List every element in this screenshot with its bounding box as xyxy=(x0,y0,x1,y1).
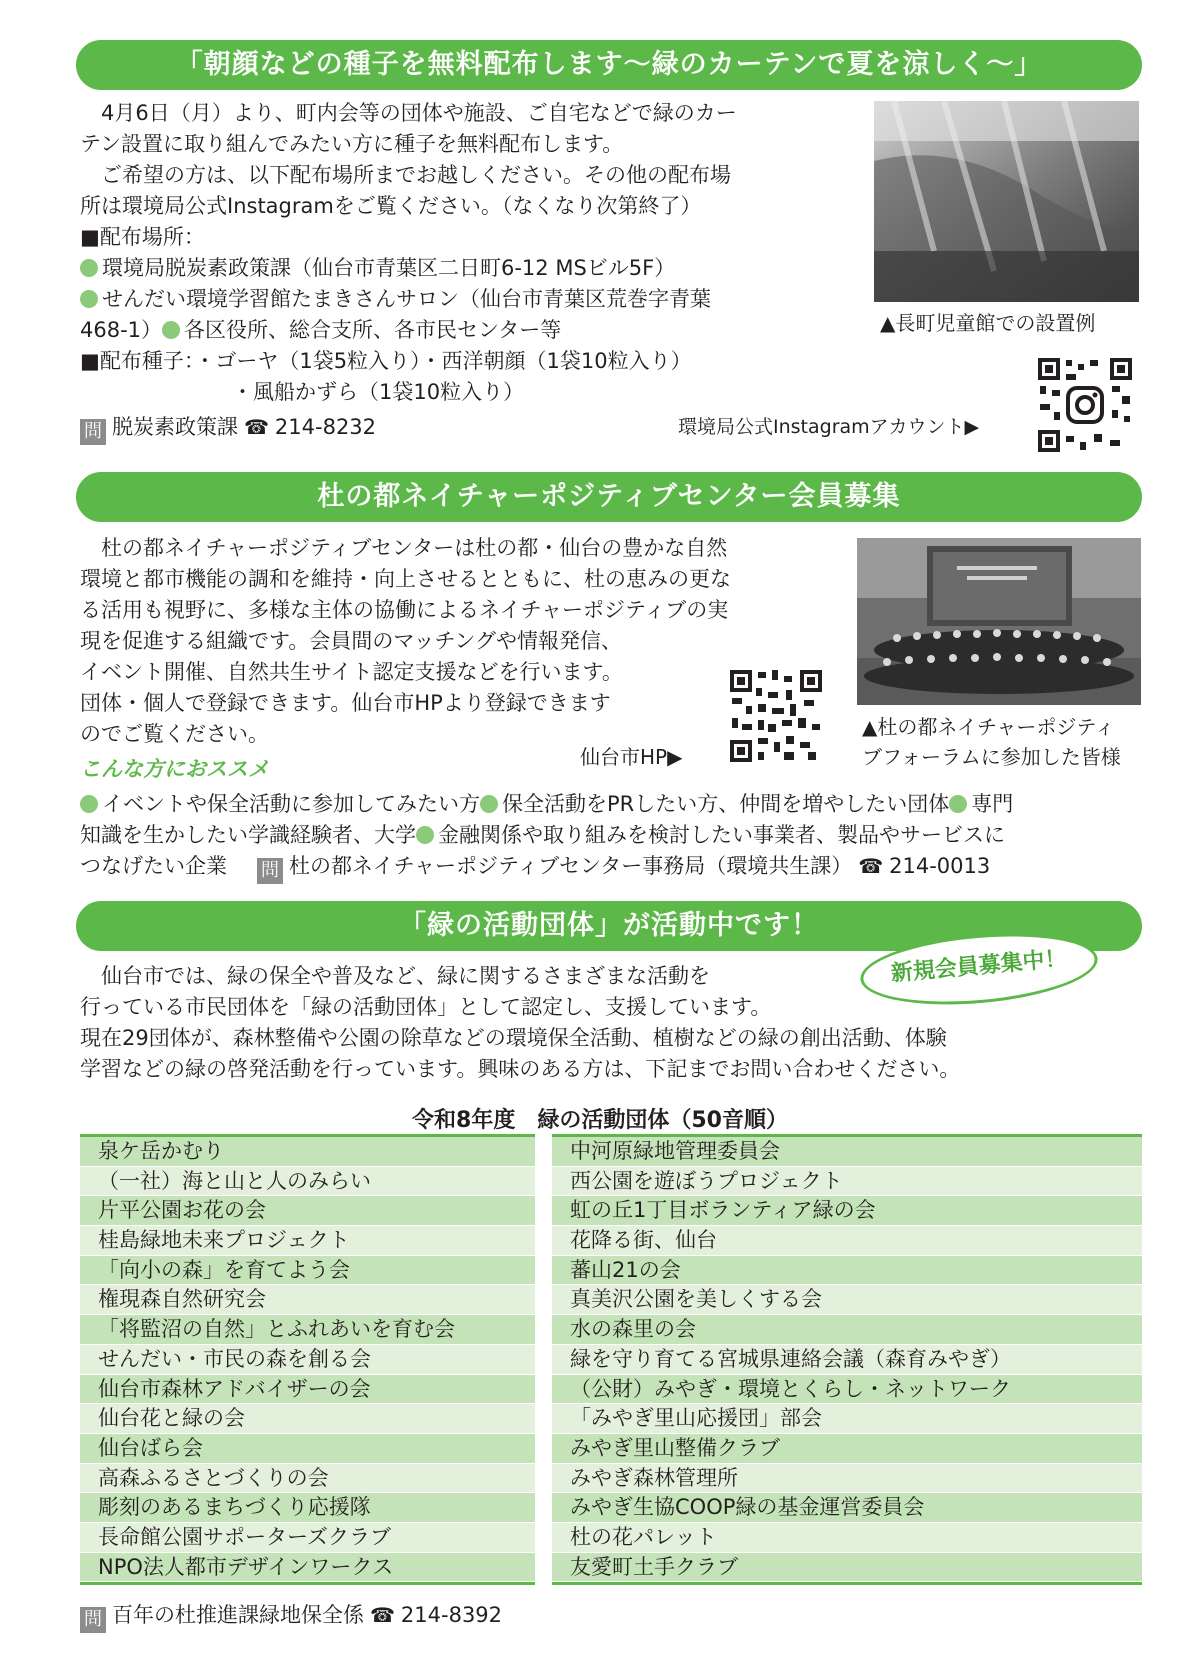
place1-text: 環境局脱炭素政策課（仙台市青葉区二日町6-12 MSビル5F） xyxy=(102,256,676,280)
bullet-dot-icon xyxy=(80,795,98,813)
table-row: みやぎ里山整備クラブ xyxy=(552,1434,1142,1464)
table-row: 中河原緑地管理委員会 xyxy=(552,1137,1142,1167)
table-row: 彫刻のあるまちづくり応援隊 xyxy=(80,1493,535,1523)
section3-contact-line xyxy=(80,1600,502,1633)
instagram-qr-code-icon[interactable] xyxy=(1036,356,1134,454)
section1-body xyxy=(80,98,737,445)
distribution-place-2b xyxy=(80,315,737,346)
table-row: 「みやぎ里山応援団」部会 xyxy=(552,1404,1142,1434)
section3-line-4: 学習などの緑の啓発活動を行っています。興味のある方は、下記までお問い合わせください。 xyxy=(80,1057,961,1081)
bullet-dot-icon xyxy=(80,290,98,308)
table-row: 緑を守り育てる宮城県連絡会議（森育みやぎ） xyxy=(552,1345,1142,1375)
green-curtain-caption: ▲長町児童館での設置例 xyxy=(880,311,1096,335)
section1-tel: 214-8232 xyxy=(274,415,377,439)
section2-line-6: 団体・個人で登録できます。仙台市HPより登録できます xyxy=(80,691,611,715)
table-row: 真美沢公園を美しくする会 xyxy=(552,1285,1142,1315)
table-row: みやぎ生協COOP緑の基金運営委員会 xyxy=(552,1493,1142,1523)
table-row: 虹の丘1丁目ボランティア緑の会 xyxy=(552,1196,1142,1226)
forum-group-photo xyxy=(857,538,1141,705)
table-row: （一社）海と山と人のみらい xyxy=(80,1167,535,1197)
recommend-line-2 xyxy=(80,820,1013,851)
section2-line-4: 現を促進する組織です。会員間のマッチングや情報発信、 xyxy=(80,629,623,653)
place2a-text: せんだい環境学習館たまきさんサロン（仙台市青葉区荒巻字青葉 xyxy=(102,287,711,311)
city-hp-label: 仙台市HP▶ xyxy=(580,745,683,769)
city-hp-qr-code-icon[interactable] xyxy=(728,668,824,764)
inquiry-mark-icon: 問 xyxy=(257,858,283,884)
groups-table-title: 令和8年度 緑の活動団体（50音順） xyxy=(412,1108,788,1133)
table-row: 友愛町土手クラブ xyxy=(552,1553,1142,1583)
place3-text: 各区役所、総合支所、各市民センター等 xyxy=(184,318,562,342)
section1-line-2: テン設置に取り組んでみたい方に種子を無料配布します。 xyxy=(80,132,624,156)
section1-line-5: ■配布場所： xyxy=(80,225,205,249)
section1-title-banner: 「朝顔などの種子を無料配布します～緑のカーテンで夏を涼しく～」 xyxy=(76,40,1142,90)
green-curtain-photo xyxy=(874,101,1139,302)
table-row: 「向小の森」を育てよう会 xyxy=(80,1256,535,1286)
new-member-bubble: 新規会員募集中！ xyxy=(857,925,1100,1013)
rec4-text: 金融関係や取り組みを検討したい事業者、製品やサービスに xyxy=(438,823,1005,847)
inquiry-mark-icon: 問 xyxy=(80,1607,106,1633)
table-row: せんだい・市民の森を創る会 xyxy=(80,1345,535,1375)
table-row: 仙台市森林アドバイザーの会 xyxy=(80,1375,535,1405)
distribution-place-1 xyxy=(80,253,737,284)
table-row: 片平公園お花の会 xyxy=(80,1196,535,1226)
table-row: 西公園を遊ぼうプロジェクト xyxy=(552,1167,1142,1197)
telephone-icon: ☎ xyxy=(370,1603,395,1627)
table-row: 杜の花パレット xyxy=(552,1523,1142,1553)
table-row: 桂島緑地未来プロジェクト xyxy=(80,1226,535,1256)
rec3b-text: 知識を生かしたい学識経験者、大学 xyxy=(80,823,416,847)
section2-line-7: のでご覧ください。 xyxy=(80,722,269,746)
section1-line-1: 4月6日（月）より、町内会等の団体や施設、ご自宅などで緑のカー xyxy=(80,101,737,125)
section3-line-2: 行っている市民団体を「緑の活動団体」として認定し、支援しています。 xyxy=(80,995,772,1019)
section1-line-4: 所は環境局公式Instagramをご覧ください。（なくなり次第終了） xyxy=(80,194,702,218)
table-row: 高森ふるさとづくりの会 xyxy=(80,1464,535,1494)
groups-table-left-column xyxy=(80,1134,535,1585)
forum-caption-line-2: ブフォーラムに参加した皆様 xyxy=(862,745,1121,769)
groups-table-right-column xyxy=(552,1134,1142,1585)
section1-contact-dept: 脱炭素政策課 xyxy=(112,415,238,439)
bullet-dot-icon xyxy=(416,826,434,844)
section1-line-3: ご希望の方は、以下配布場所までお越しください。その他の配布場 xyxy=(80,163,731,187)
section2-title-banner: 杜の都ネイチャーポジティブセンター会員募集 xyxy=(76,472,1142,522)
section3-tel: 214-8392 xyxy=(400,1603,503,1627)
forum-caption-line-1: ▲杜の都ネイチャーポジティ xyxy=(862,715,1115,739)
section2-contact-dept: 杜の都ネイチャーポジティブセンター事務局（環境共生課） xyxy=(289,854,853,878)
section3-line-1: 仙台市では、緑の保全や普及など、緑に関するさまざまな活動を xyxy=(80,964,710,988)
table-row: 仙台花と緑の会 xyxy=(80,1404,535,1434)
section3-line-3: 現在29団体が、森林整備や公園の除草などの環境保全活動、植樹などの緑の創出活動、体験 xyxy=(80,1026,947,1050)
section3-contact-dept: 百年の杜推進課緑地保全係 xyxy=(112,1603,364,1627)
bullet-dot-icon xyxy=(480,795,498,813)
recommend-line-1 xyxy=(80,789,1013,820)
table-row: 「将監沼の自然」とふれあいを育む会 xyxy=(80,1315,535,1345)
section2-tel: 214-0013 xyxy=(889,854,991,878)
section1-contact xyxy=(80,412,737,445)
section2-line-5: イベント開催、自然共生サイト認定支援などを行います。 xyxy=(80,660,623,684)
rec5-text: つなげたい企業 xyxy=(80,854,227,878)
bullet-dot-icon xyxy=(80,259,98,277)
telephone-icon: ☎ xyxy=(244,415,269,439)
table-row: 仙台ばら会 xyxy=(80,1434,535,1464)
bullet-dot-icon xyxy=(949,795,967,813)
telephone-icon: ☎ xyxy=(858,854,884,878)
instagram-label: 環境局公式Instagramアカウント▶ xyxy=(678,416,980,438)
section3-contact xyxy=(80,1600,502,1633)
section3-title-banner: 「緑の活動団体」が活動中です！ xyxy=(76,901,1142,951)
inquiry-mark-icon: 問 xyxy=(80,419,106,445)
table-row: 花降る街、仙台 xyxy=(552,1226,1142,1256)
recommend-line-3 xyxy=(80,851,1013,884)
table-row: みやぎ森林管理所 xyxy=(552,1464,1142,1494)
section3-body xyxy=(80,961,960,1085)
section2-body xyxy=(80,533,731,750)
recommend-heading: こんな方におススメ xyxy=(80,757,269,781)
table-row: 蕃山21の会 xyxy=(552,1256,1142,1286)
table-row: 泉ケ岳かむり xyxy=(80,1137,535,1167)
seeds-line-2: ・風船かずら（1袋10粒入り） xyxy=(232,380,525,404)
distribution-place-2 xyxy=(80,284,737,315)
table-row: （公財）みやぎ・環境とくらし・ネットワーク xyxy=(552,1375,1142,1405)
section2-line-3: る活用も視野に、多様な主体の協働によるネイチャーポジティブの実 xyxy=(80,598,729,622)
recommend-list xyxy=(80,789,1013,884)
rec3a-text: 専門 xyxy=(971,792,1014,816)
place2b-text: 468-1） xyxy=(80,318,163,342)
rec1-text: イベントや保全活動に参加してみたい方 xyxy=(102,792,480,816)
seeds-line-1: ■配布種子：・ゴーヤ（1袋5粒入り）・西洋朝顔（1袋10粒入り） xyxy=(80,349,692,373)
table-row: 権現森自然研究会 xyxy=(80,1285,535,1315)
section2-line-1: 杜の都ネイチャーポジティブセンターは杜の都・仙台の豊かな自然 xyxy=(80,536,728,560)
rec2-text: 保全活動をPRしたい方、仲間を増やしたい団体 xyxy=(502,792,950,816)
bullet-dot-icon xyxy=(162,321,180,339)
section2-line-2: 環境と都市機能の調和を維持・向上させるとともに、杜の恵みの更な xyxy=(80,567,731,591)
table-row: NPO法人都市デザインワークス xyxy=(80,1553,535,1583)
table-row: 長命館公園サポーターズクラブ xyxy=(80,1523,535,1553)
table-row: 水の森里の会 xyxy=(552,1315,1142,1345)
